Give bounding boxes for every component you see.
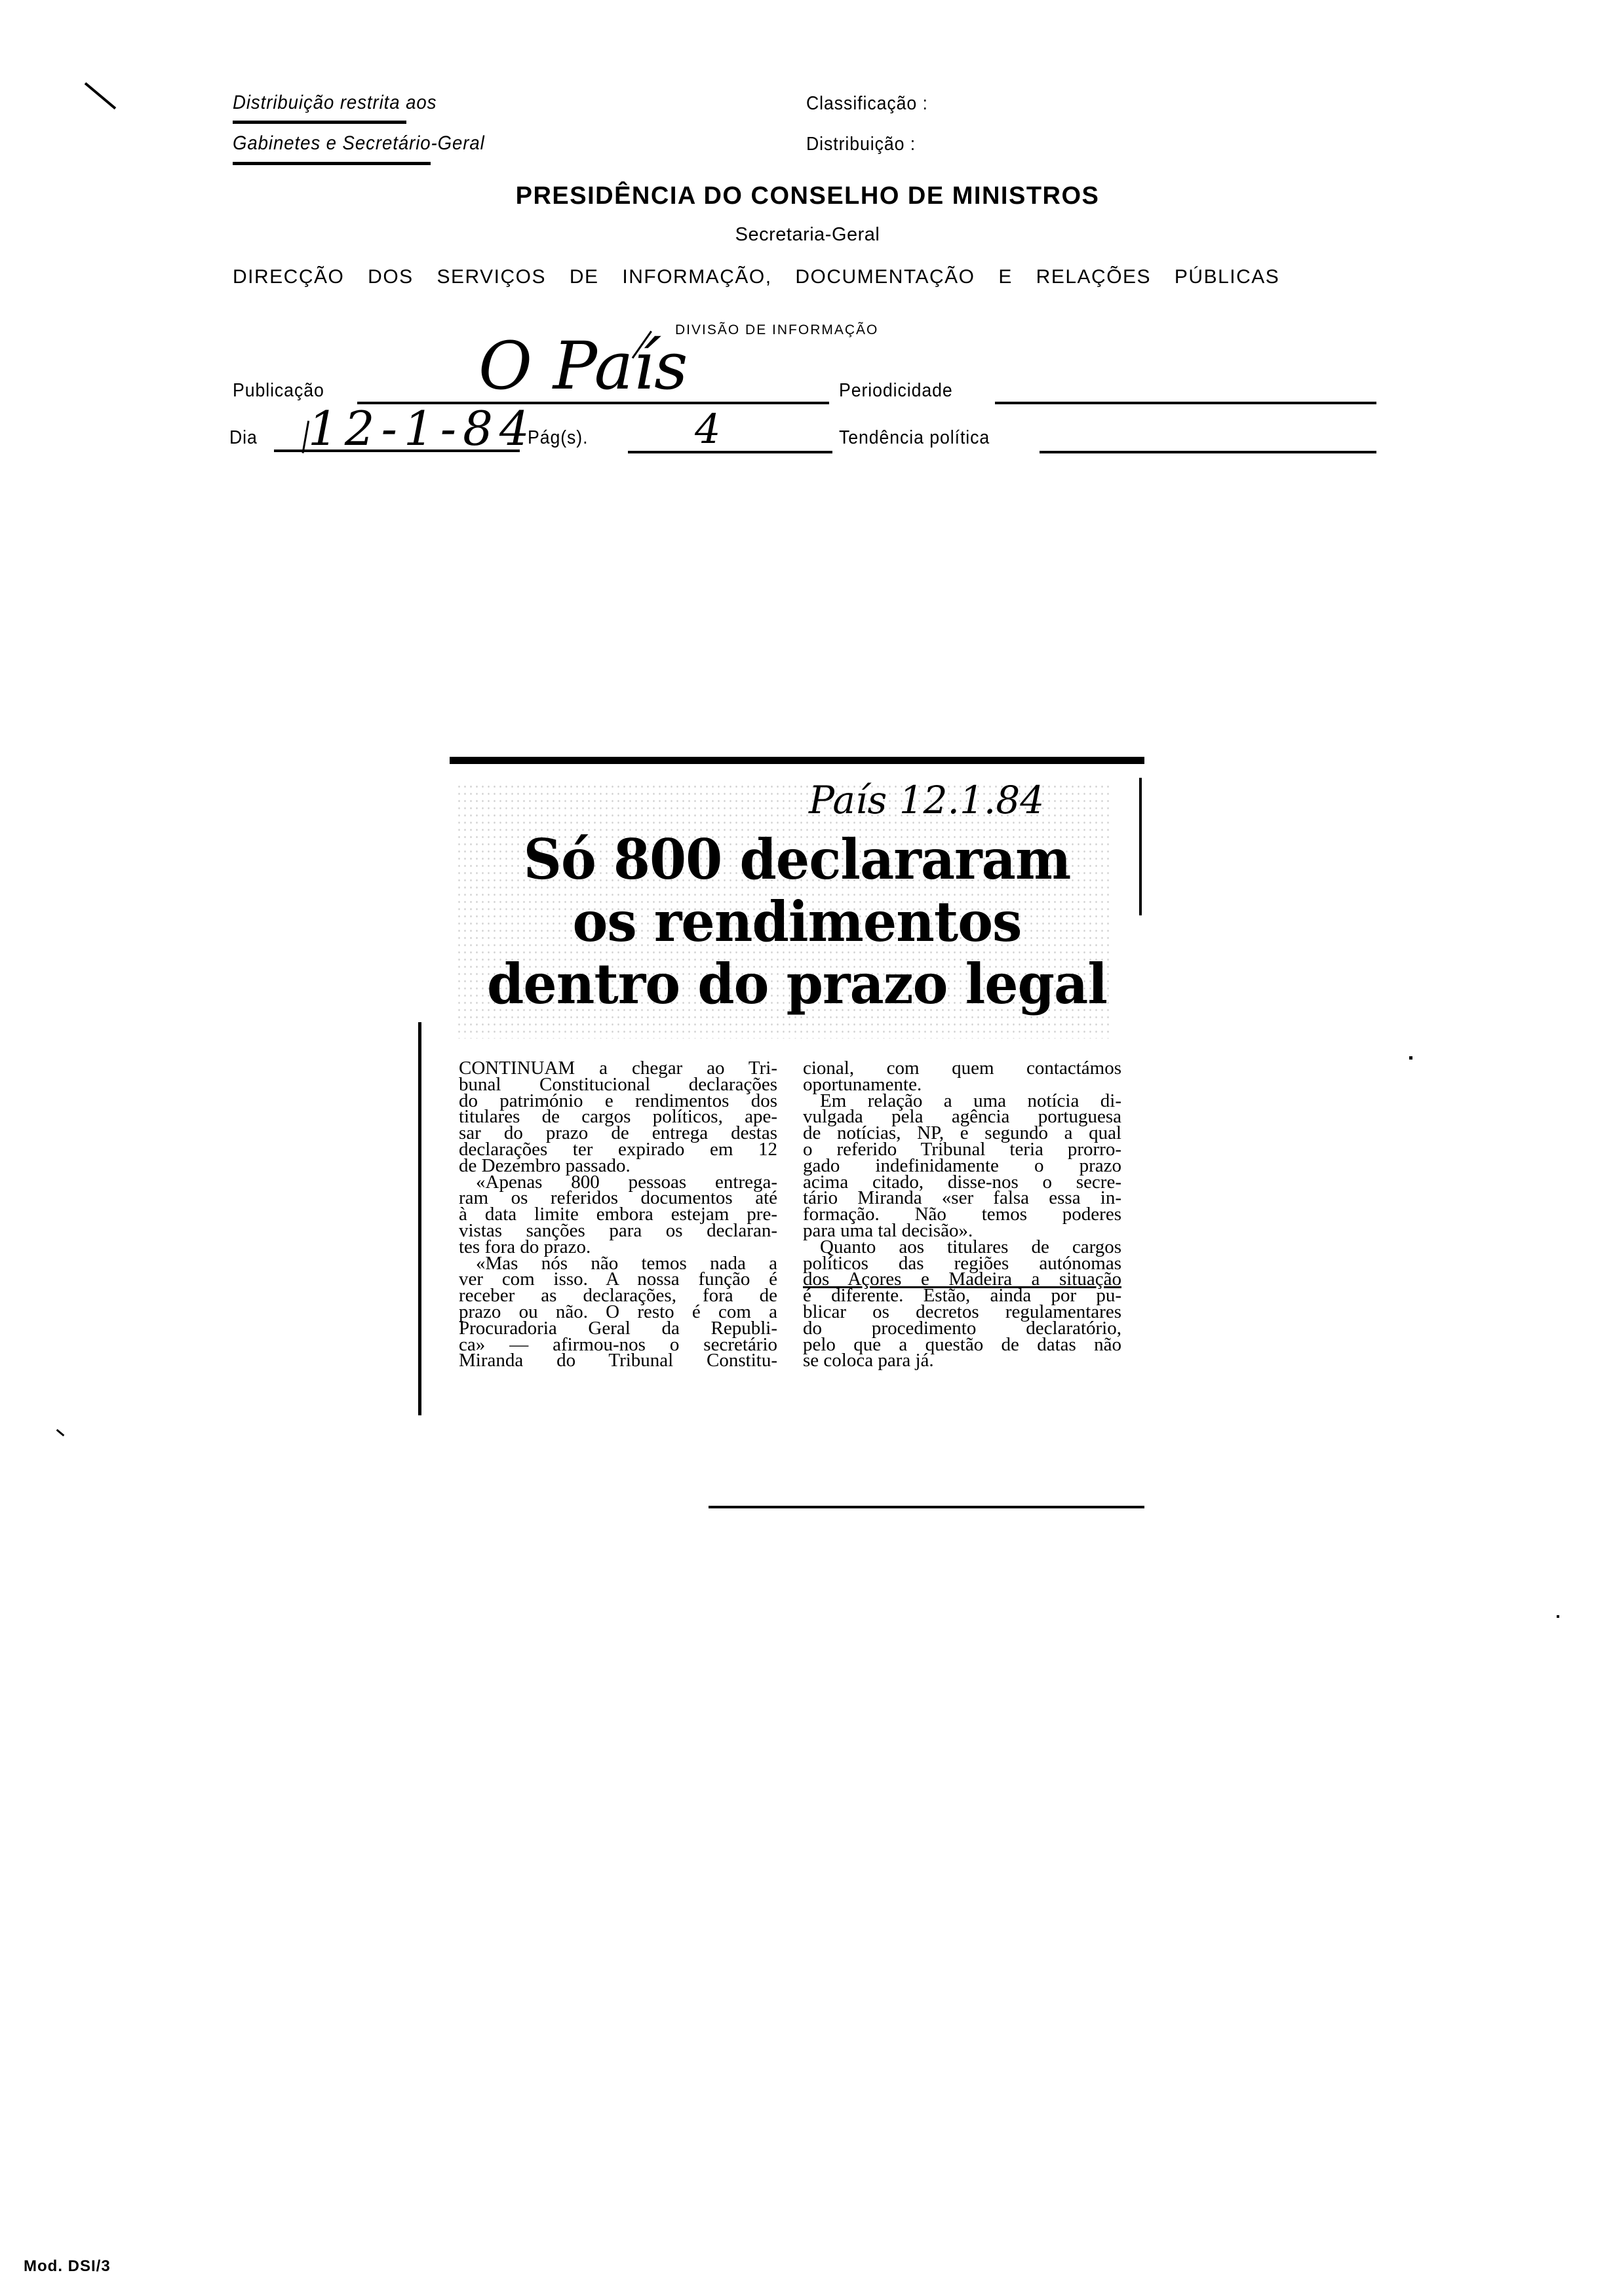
stray-pen-mark bbox=[85, 82, 117, 109]
secretariat-subtitle: Secretaria-Geral bbox=[735, 224, 880, 245]
restricted-distribution-line2: Gabinetes e Secretário-Geral bbox=[233, 132, 485, 154]
periodicity-label: Periodicidade bbox=[839, 380, 953, 401]
scan-speck bbox=[56, 1429, 65, 1436]
classification-label: Classificação : bbox=[806, 93, 928, 114]
headline-line-1: Só 800 declararam bbox=[523, 827, 1071, 892]
text-line: gado indefinidamente o prazo bbox=[803, 1155, 1121, 1176]
division-label: DIVISÃO DE INFORMAÇÃO bbox=[675, 322, 879, 337]
handwritten-annotation: País 12.1.84 bbox=[809, 778, 1045, 822]
text-line: ram os referidos documentos até bbox=[459, 1187, 777, 1209]
day-value[interactable]: 12-1-84 bbox=[308, 401, 536, 456]
text-line: cional, com quem contactámos bbox=[803, 1058, 1121, 1079]
article-left-column bbox=[459, 1060, 777, 1369]
pages-label: Pág(s). bbox=[528, 427, 589, 448]
text-line: vulgada pela agência portuguesa bbox=[803, 1106, 1121, 1128]
periodicity-field-line bbox=[995, 402, 1376, 404]
day-label: Dia bbox=[229, 427, 258, 448]
text-line: para uma tal decisão». bbox=[803, 1219, 973, 1241]
text-line: ca» — afirmou-nos o secretário bbox=[459, 1333, 777, 1355]
text-line: CONTINUAM a chegar ao Tri- bbox=[459, 1058, 777, 1079]
restricted-distribution-line1: Distribuição restrita aos bbox=[233, 92, 437, 113]
text-line: sar do prazo de entrega destas bbox=[459, 1122, 777, 1144]
text-line: Miranda do Tribunal Constitu- bbox=[459, 1350, 777, 1371]
political-tendency-label: Tendência política bbox=[839, 427, 990, 448]
text-line: de Dezembro passado. bbox=[459, 1155, 631, 1176]
scan-speck bbox=[1557, 1615, 1559, 1618]
text-line: do património e rendimentos dos bbox=[459, 1090, 777, 1111]
text-line: acima citado, disse-nos o secre- bbox=[803, 1171, 1121, 1193]
scan-speck bbox=[1409, 1056, 1412, 1060]
distribution-label: Distribuição : bbox=[806, 134, 916, 155]
clipping-top-rule bbox=[450, 757, 1144, 764]
text-line: «Apenas 800 pessoas entrega- bbox=[476, 1171, 777, 1193]
text-line: é diferente. Estão, ainda por pu- bbox=[803, 1285, 1121, 1307]
text-line: vistas sanções para os declaran- bbox=[459, 1219, 777, 1241]
directorate-title: DIRECÇÃO DOS SERVIÇOS DE INFORMAÇÃO, DOCUMENTAÇÃO E RELAÇÕES PÚBLICAS bbox=[233, 266, 1280, 288]
organization-title: PRESIDÊNCIA DO CONSELHO DE MINISTROS bbox=[515, 182, 1100, 210]
headline-line-2: os rendimentos bbox=[572, 889, 1022, 954]
text-line-struck: blicar os decretos regulamentares bbox=[803, 1301, 1121, 1322]
text-line: receber as declarações, fora de bbox=[459, 1285, 777, 1307]
text-line: formação. Não temos poderes bbox=[803, 1204, 1121, 1225]
underline-divider bbox=[233, 121, 406, 124]
text-line-underlined: dos Açores e Madeira a situação bbox=[803, 1269, 1121, 1290]
text-line: do procedimento declaratório, bbox=[803, 1317, 1121, 1339]
headline-line-3: dentro do prazo legal bbox=[487, 951, 1107, 1016]
underline-divider bbox=[233, 162, 431, 165]
text-line: tes fora do prazo. bbox=[459, 1236, 591, 1257]
text-line: Em relação a uma notícia di- bbox=[820, 1090, 1121, 1111]
text-line: oportunamente. bbox=[803, 1073, 922, 1095]
text-line: pelo que a questão de datas não bbox=[803, 1333, 1121, 1355]
text-line: declarações ter expirado em 12 bbox=[459, 1138, 777, 1160]
text-line: à data limite embora estejam pre- bbox=[459, 1204, 777, 1225]
text-line: Quanto aos titulares de cargos bbox=[820, 1236, 1121, 1257]
text-line: prazo ou não. O resto é com a bbox=[459, 1301, 777, 1322]
newspaper-clipping bbox=[450, 757, 1144, 1517]
article-right-column bbox=[803, 1060, 1121, 1369]
publication-label: Publicação bbox=[233, 380, 324, 401]
form-code: Mod. DSI/3 bbox=[24, 2257, 111, 2275]
text-line: bunal Constitucional declarações bbox=[459, 1073, 777, 1095]
text-line: ver com isso. A nossa função é bbox=[459, 1269, 777, 1290]
political-tendency-field-line bbox=[1040, 451, 1376, 453]
text-line: «Mas nós não temos nada a bbox=[476, 1252, 777, 1274]
clipping-left-rule bbox=[418, 1022, 421, 1415]
text-line: políticos das regiões autónomas bbox=[803, 1252, 1121, 1274]
text-line: o referido Tribunal teria prorro- bbox=[803, 1138, 1121, 1160]
pages-field-line bbox=[628, 451, 832, 453]
pages-value[interactable]: 4 bbox=[695, 405, 721, 453]
text-line: se coloca para já. bbox=[803, 1350, 934, 1371]
text-line: titulares de cargos políticos, ape- bbox=[459, 1106, 777, 1128]
publication-value[interactable]: O País bbox=[478, 328, 688, 404]
clipping-bottom-rule bbox=[709, 1506, 1144, 1508]
text-line: tário Miranda «ser falsa essa in- bbox=[803, 1187, 1121, 1209]
text-line: Procuradoria Geral da Republi- bbox=[459, 1317, 777, 1339]
text-line: de notícias, NP, e segundo a qual bbox=[803, 1122, 1121, 1144]
clipping-right-rule bbox=[1139, 778, 1142, 915]
